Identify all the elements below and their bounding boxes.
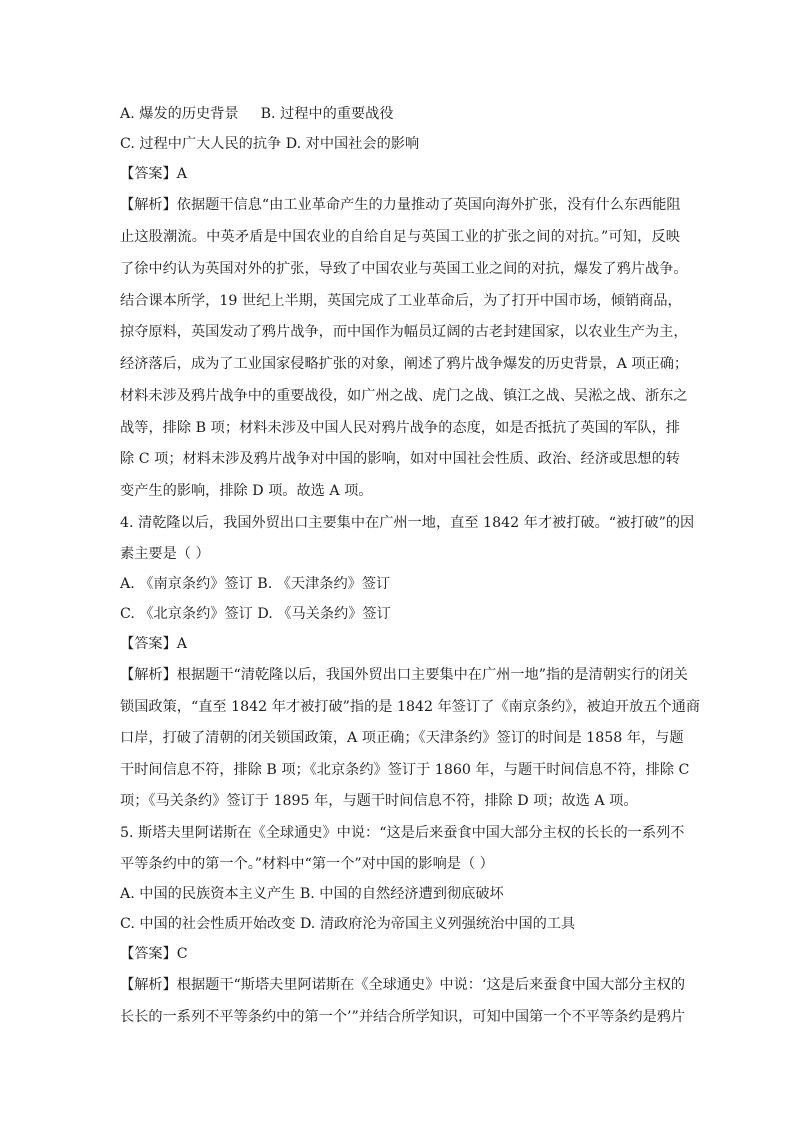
q5-stem-line: 5. 斯塔夫里阿诺斯在《全球通史》中说：“这是后来蚕食中国大部分主权的长长的一系列不 <box>120 825 685 841</box>
q3-analysis-line: 经济落后，成为了工业国家侵略扩张的对象，阐述了鸦片战争爆发的历史背景，A 项正确； <box>120 356 689 372</box>
q3-options-row-2: C. 过程中广大人民的抗争 D. 对中国社会的影响 <box>120 136 420 152</box>
q5-options-row: C. 中国的社会性质开始改变 D. 清政府沦为帝国主义列强统治中国的工具 <box>120 916 576 932</box>
q4-analysis-line: 项；《马关条约》签订于 1895 年，与题干时间信息不符，排除 D 项；故选 A 项。 <box>120 793 638 809</box>
q4-options-row: A. 《南京条约》签订 B. 《天津条约》签订 <box>120 576 391 592</box>
q5-options-row: A. 中国的民族资本主义产生 B. 中国的自然经济遭到彻底破坏 <box>120 886 504 902</box>
q3-analysis-line: 【解析】依据题干信息“由工业革命产生的力量推动了英国向海外扩张，没有什么东西能阻 <box>120 197 681 213</box>
q3-option-a: A. 爆发的历史背景 <box>120 106 239 122</box>
q4-analysis-line: 【解析】根据题干“清乾隆以后，我国外贸出口主要集中在广州一地”指的是清朝实行的闭关 <box>120 667 688 683</box>
q4-analysis-line: 锁国政策，“直至 1842 年才被打破”指的是 1842 年签订了《南京条约》，被迫开放五个通商 <box>120 699 701 715</box>
q4-answer: 【答案】A <box>120 636 187 652</box>
q3-analysis-line: 了徐中约认为英国对外的扩张，导致了中国农业与英国工业之间的对抗，爆发了鸦片战争。 <box>120 261 688 277</box>
q3-option-b: B. 过程中的重要战役 <box>260 106 394 122</box>
q3-answer: 【答案】A <box>120 166 187 182</box>
q3-analysis-line: 除 C 项；材料未涉及鸦片战争对中国的影响，如对中国社会性质、政治、经济或思想的转 <box>120 451 680 467</box>
q3-analysis-line: 变产生的影响，排除 D 项。故选 A 项。 <box>120 483 373 499</box>
q3-analysis-line: 结合课本所学，19 世纪上半期，英国完成了工业革命后，为了打开中国市场，倾销商品， <box>120 293 682 309</box>
q4-stem-line: 素主要是（ ） <box>120 546 210 562</box>
q4-analysis-line: 口岸，打破了清朝的闭关锁国政策，A 项正确；《天津条约》签订的时间是 1858 年，与题 <box>120 730 684 746</box>
q3-analysis-line: 止这股潮流。中英矛盾是中国农业的自给自足与英国工业的扩张之间的对抗。”可知，反映 <box>120 229 680 245</box>
q5-analysis-line: 长长的一系列不平等条约中的第一个’”并结合所学知识，可知中国第一个不平等条约是鸦片 <box>120 1009 686 1025</box>
q3-options-row-1 <box>120 104 680 124</box>
q4-stem-line: 4. 清乾隆以后，我国外贸出口主要集中在广州一地，直至 1842 年才被打破。“被打破”的因 <box>120 515 695 531</box>
q5-analysis-line: 【解析】根据题干“斯塔夫里阿诺斯在《全球通史》中说：‘这是后来蚕食中国大部分主权的 <box>120 977 686 993</box>
q5-stem-line: 平等条约中的第一个。”材料中“第一个”对中国的影响是（ ） <box>120 856 494 872</box>
q3-analysis-line: 战等，排除 B 项；材料未涉及中国人民对鸦片战争的态度，如是否抵抗了英国的军队，排 <box>120 420 680 436</box>
q3-analysis-line: 材料未涉及鸦片战争中的重要战役，如广州之战、虎门之战、镇江之战、吴淞之战、浙东之 <box>120 388 688 404</box>
q4-analysis-line: 干时间信息不符，排除 B 项；《北京条约》签订于 1860 年，与题干时间信息不符，排除 C <box>120 762 690 778</box>
q5-answer: 【答案】C <box>120 946 188 962</box>
q3-analysis-line: 掠夺原料，英国发动了鸦片战争，而中国作为幅员辽阔的古老封建国家，以农业生产为主， <box>120 324 688 340</box>
q4-options-row: C. 《北京条约》签订 D. 《马关条约》签订 <box>120 606 391 622</box>
